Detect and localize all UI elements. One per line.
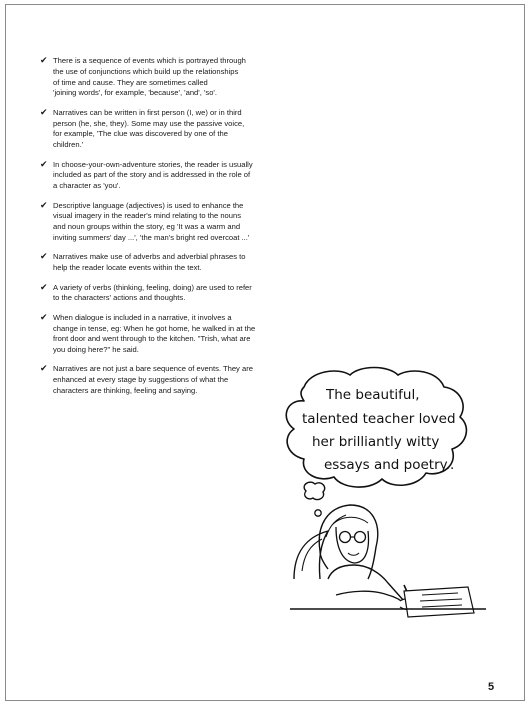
list-item (40, 56, 288, 99)
checkmark-icon: ✔ (40, 252, 48, 263)
chair (294, 531, 328, 579)
checkmark-icon: ✔ (40, 107, 48, 118)
list-item (40, 252, 288, 274)
bullet-text: A variety of verbs (thinking, feeling, doing) are used to refer to the characters' actions and thoughts. (53, 282, 252, 303)
bullet-text: Narratives make use of adverbs and adverbial phrases to help the reader locate events within the text. (53, 252, 246, 273)
bullet-text: In choose-your-own-adventure stories, the reader is usually included as part of the story and is addressed in the role of a character as 'you'. (53, 159, 253, 191)
worksheet-page (5, 4, 525, 701)
bullet-text: When dialogue is included in a narrative, it involves a change in tense, eg: When he got home, he walked in at the front door and went through to the kitchen. "Trish, what are you doing here?" he said. (53, 312, 256, 355)
narrative-features-list (40, 56, 288, 405)
list-item (40, 313, 288, 356)
checkmark-icon: ✔ (40, 364, 48, 375)
list-item (40, 283, 288, 305)
arm (336, 591, 406, 605)
checkmark-icon: ✔ (40, 56, 48, 66)
thought-dot (315, 510, 321, 516)
thought-dot (304, 482, 325, 499)
bubble-line: talented teacher loved (302, 411, 456, 427)
body (328, 565, 404, 601)
bullet-text: Narratives are not just a bare sequence of events. They are enhanced at every stage by suggestions of what the characters are thinking, feeling and saying. (53, 364, 253, 396)
bullet-text: Descriptive language (adjectives) is used to enhance the visual imagery in the reader's mind relating to the nouns and noun groups within the story, eg 'It was a warm and inviting summers' day ...', 'the man's bright red overcoat ...' (53, 200, 250, 242)
page-number: 5 (488, 681, 495, 693)
checkmark-icon: ✔ (40, 312, 48, 323)
checkmark-icon: ✔ (40, 200, 48, 211)
list-item (40, 160, 288, 192)
checkmark-icon: ✔ (40, 159, 48, 170)
list-item (40, 201, 288, 244)
list-item (40, 364, 288, 396)
paper (404, 587, 474, 617)
checkmark-icon: ✔ (40, 282, 48, 293)
bubble-line: essays and poetry.. (324, 457, 455, 473)
bullet-text: There is a sequence of events which is portrayed through the use of conjunctions which build up the relationships of time and cause. They are sometimes called 'joining words', for example, 'because', 'and', 'so'. (53, 56, 246, 98)
bullet-text: Narratives can be written in first person (I, we) or in third person (he, she, they). Some may use the passive voice, for example, 'The clue was discovered by one of the children.' (53, 107, 245, 150)
teacher-illustration (276, 365, 486, 625)
list-item (40, 108, 288, 151)
bubble-line: her brilliantly witty (312, 434, 440, 450)
bubble-line: The beautiful, (326, 387, 420, 403)
